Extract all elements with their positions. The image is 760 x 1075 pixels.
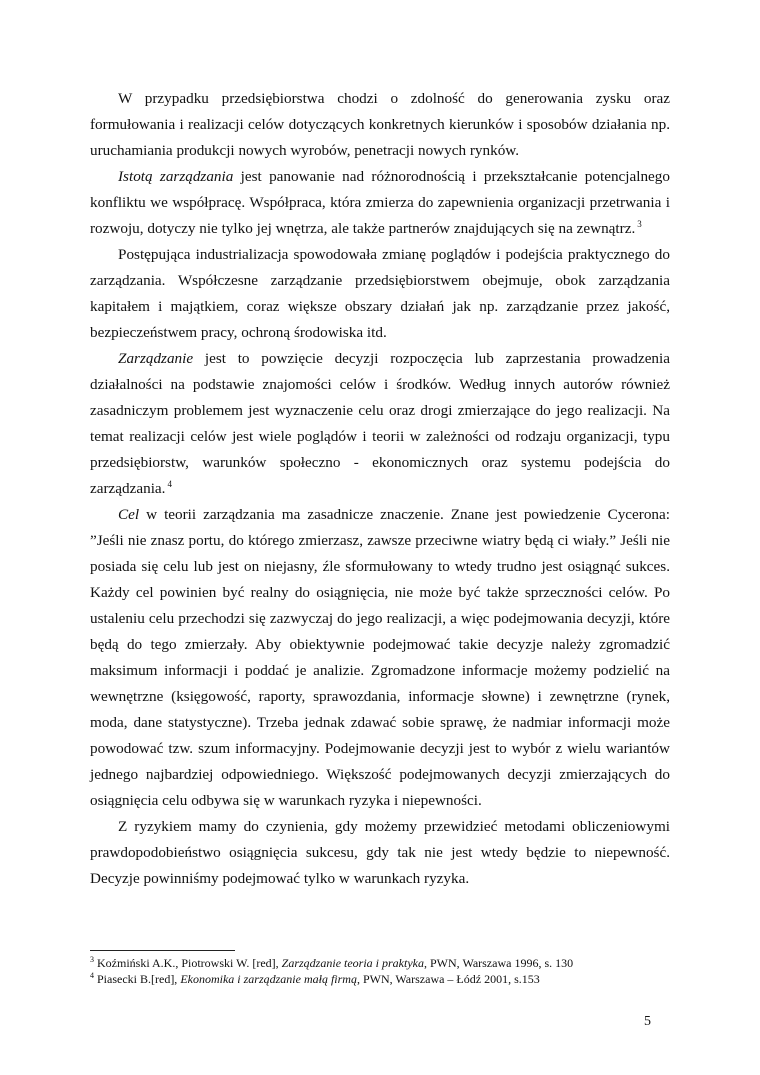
footnote-ref-3: 3: [637, 218, 642, 229]
footnote-3: [90, 955, 670, 971]
body-text: [90, 86, 670, 892]
paragraph-4-text: jest to powzięcie decyzji rozpoczęcia lub zaprzestania prowadzenia działalności na podstawie znajomości celów i środków. Według innych autorów również zasadniczym problemem jest wyznaczenie celu oraz drogi zmierzające do jego realizacji. Na temat realizacji celów jest wiele poglądów i teorii w zależności od rodzaju organizacji, typu przedsiębiorstw, warunków społeczno - ekonomicznych oraz systemu podejścia do zarządzania.: [90, 350, 670, 497]
footnote-4-number: 4: [90, 971, 94, 980]
paragraph-3-text: Postępująca industrializacja spowodowała zmianę poglądów i podejścia praktycznego do zarządzania. Współczesne zarządzanie przedsiębiorstwem obejmuje, obok zarządzania kapitałem i majątkiem, coraz większe obszary działań jak np. zarządzanie przez jakość, bezpieczeństwem pracy, ochroną środowiska itd.: [90, 246, 670, 341]
footnote-4-rest: , PWN, Warszawa – Łódź 2001, s.153: [356, 972, 540, 986]
footnote-3-author: Koźmiński A.K., Piotrowski W. [red],: [97, 956, 282, 970]
paragraph-1-text: W przypadku przedsiębiorstwa chodzi o zdolność do generowania zysku oraz formułowania i realizacji celów dotyczących konkretnych kierunków i sposobów działania np. uruchamiania produkcji nowych wyrobów, penetracji nowych rynków.: [90, 90, 670, 159]
paragraph-2-term: Istotą zarządzania: [118, 168, 234, 185]
paragraph-4-term: Zarządzanie: [118, 350, 194, 367]
paragraph-3: [90, 242, 670, 346]
paragraph-5-text: w teorii zarządzania ma zasadnicze znaczenie. Znane jest powiedzenie Cycerona: ”Jeśli nie znasz portu, do którego zmierzasz, zawsze przeciwne wiatry będą ci wiały.” Jeśli nie posiada się celu lub jest on niejasny, źle sformułowany to wtedy trudno jest osiągnąć sukces. Każdy cel powinien być realny do osiągnięcia, nie może być także sprzeczności celów. Po ustaleniu celu przechodzi się zazwyczaj do jego realizacji, a więc podejmowania decyzji, które będą do tego zmierzały. Aby obiektywnie podejmować takie decyzje należy zgromadzić maksimum informacji i poddać je analizie. Zgromadzone informacje możemy podzielić na wewnętrzne (księgowość, raporty, sprawozdania, informacje słowne) i zewnętrzne (rynek, moda, dane statystyczne). Trzeba jednak zdawać sobie sprawę, że nadmiar informacji może powodować tzw. szum informacyjny. Podejmowanie decyzji jest to wybór z wielu wariantów jednego najbardziej odpowiedniego. Większość podejmowanych decyzji zmierzających do osiągnięcia celu odbywa się w warunkach ryzyka i niepewności.: [90, 506, 670, 809]
paragraph-2-text: jest panowanie nad różnorodnością i przekształcanie potencjalnego konfliktu we współpracę. Współpraca, która zmierza do zapewnienia organizacji przetrwania i rozwoju, dotyczy nie tylko jej wnętrza, ale także partnerów znajdujących się na zewnątrz.: [90, 168, 670, 237]
footnote-3-title: Zarządzanie teoria i praktyka: [281, 956, 424, 970]
footnotes: [90, 955, 670, 987]
footnote-4-title: Ekonomika i zarządzanie małą firmą: [180, 972, 357, 986]
paragraph-4: [90, 346, 670, 502]
footnote-separator: [90, 950, 235, 951]
footnote-ref-4: 4: [167, 478, 172, 489]
paragraph-2: [90, 164, 670, 242]
footnote-3-number: 3: [90, 955, 94, 964]
footnote-4: [90, 971, 670, 987]
paragraph-6-text: Z ryzykiem mamy do czynienia, gdy możemy przewidzieć metodami obliczeniowymi prawdopodobieństwo osiągnięcia sukcesu, gdy tak nie jest wtedy będzie to niepewność. Decyzje powinniśmy podejmować tylko w warunkach ryzyka.: [90, 818, 670, 887]
page-number: 5: [644, 1014, 651, 1029]
paragraph-5: [90, 502, 670, 814]
paragraph-1: [90, 86, 670, 164]
paragraph-5-term: Cel: [118, 506, 140, 523]
footnote-3-rest: , PWN, Warszawa 1996, s. 130: [424, 956, 574, 970]
paragraph-6: [90, 814, 670, 892]
footnote-4-author: Piasecki B.[red],: [97, 972, 181, 986]
